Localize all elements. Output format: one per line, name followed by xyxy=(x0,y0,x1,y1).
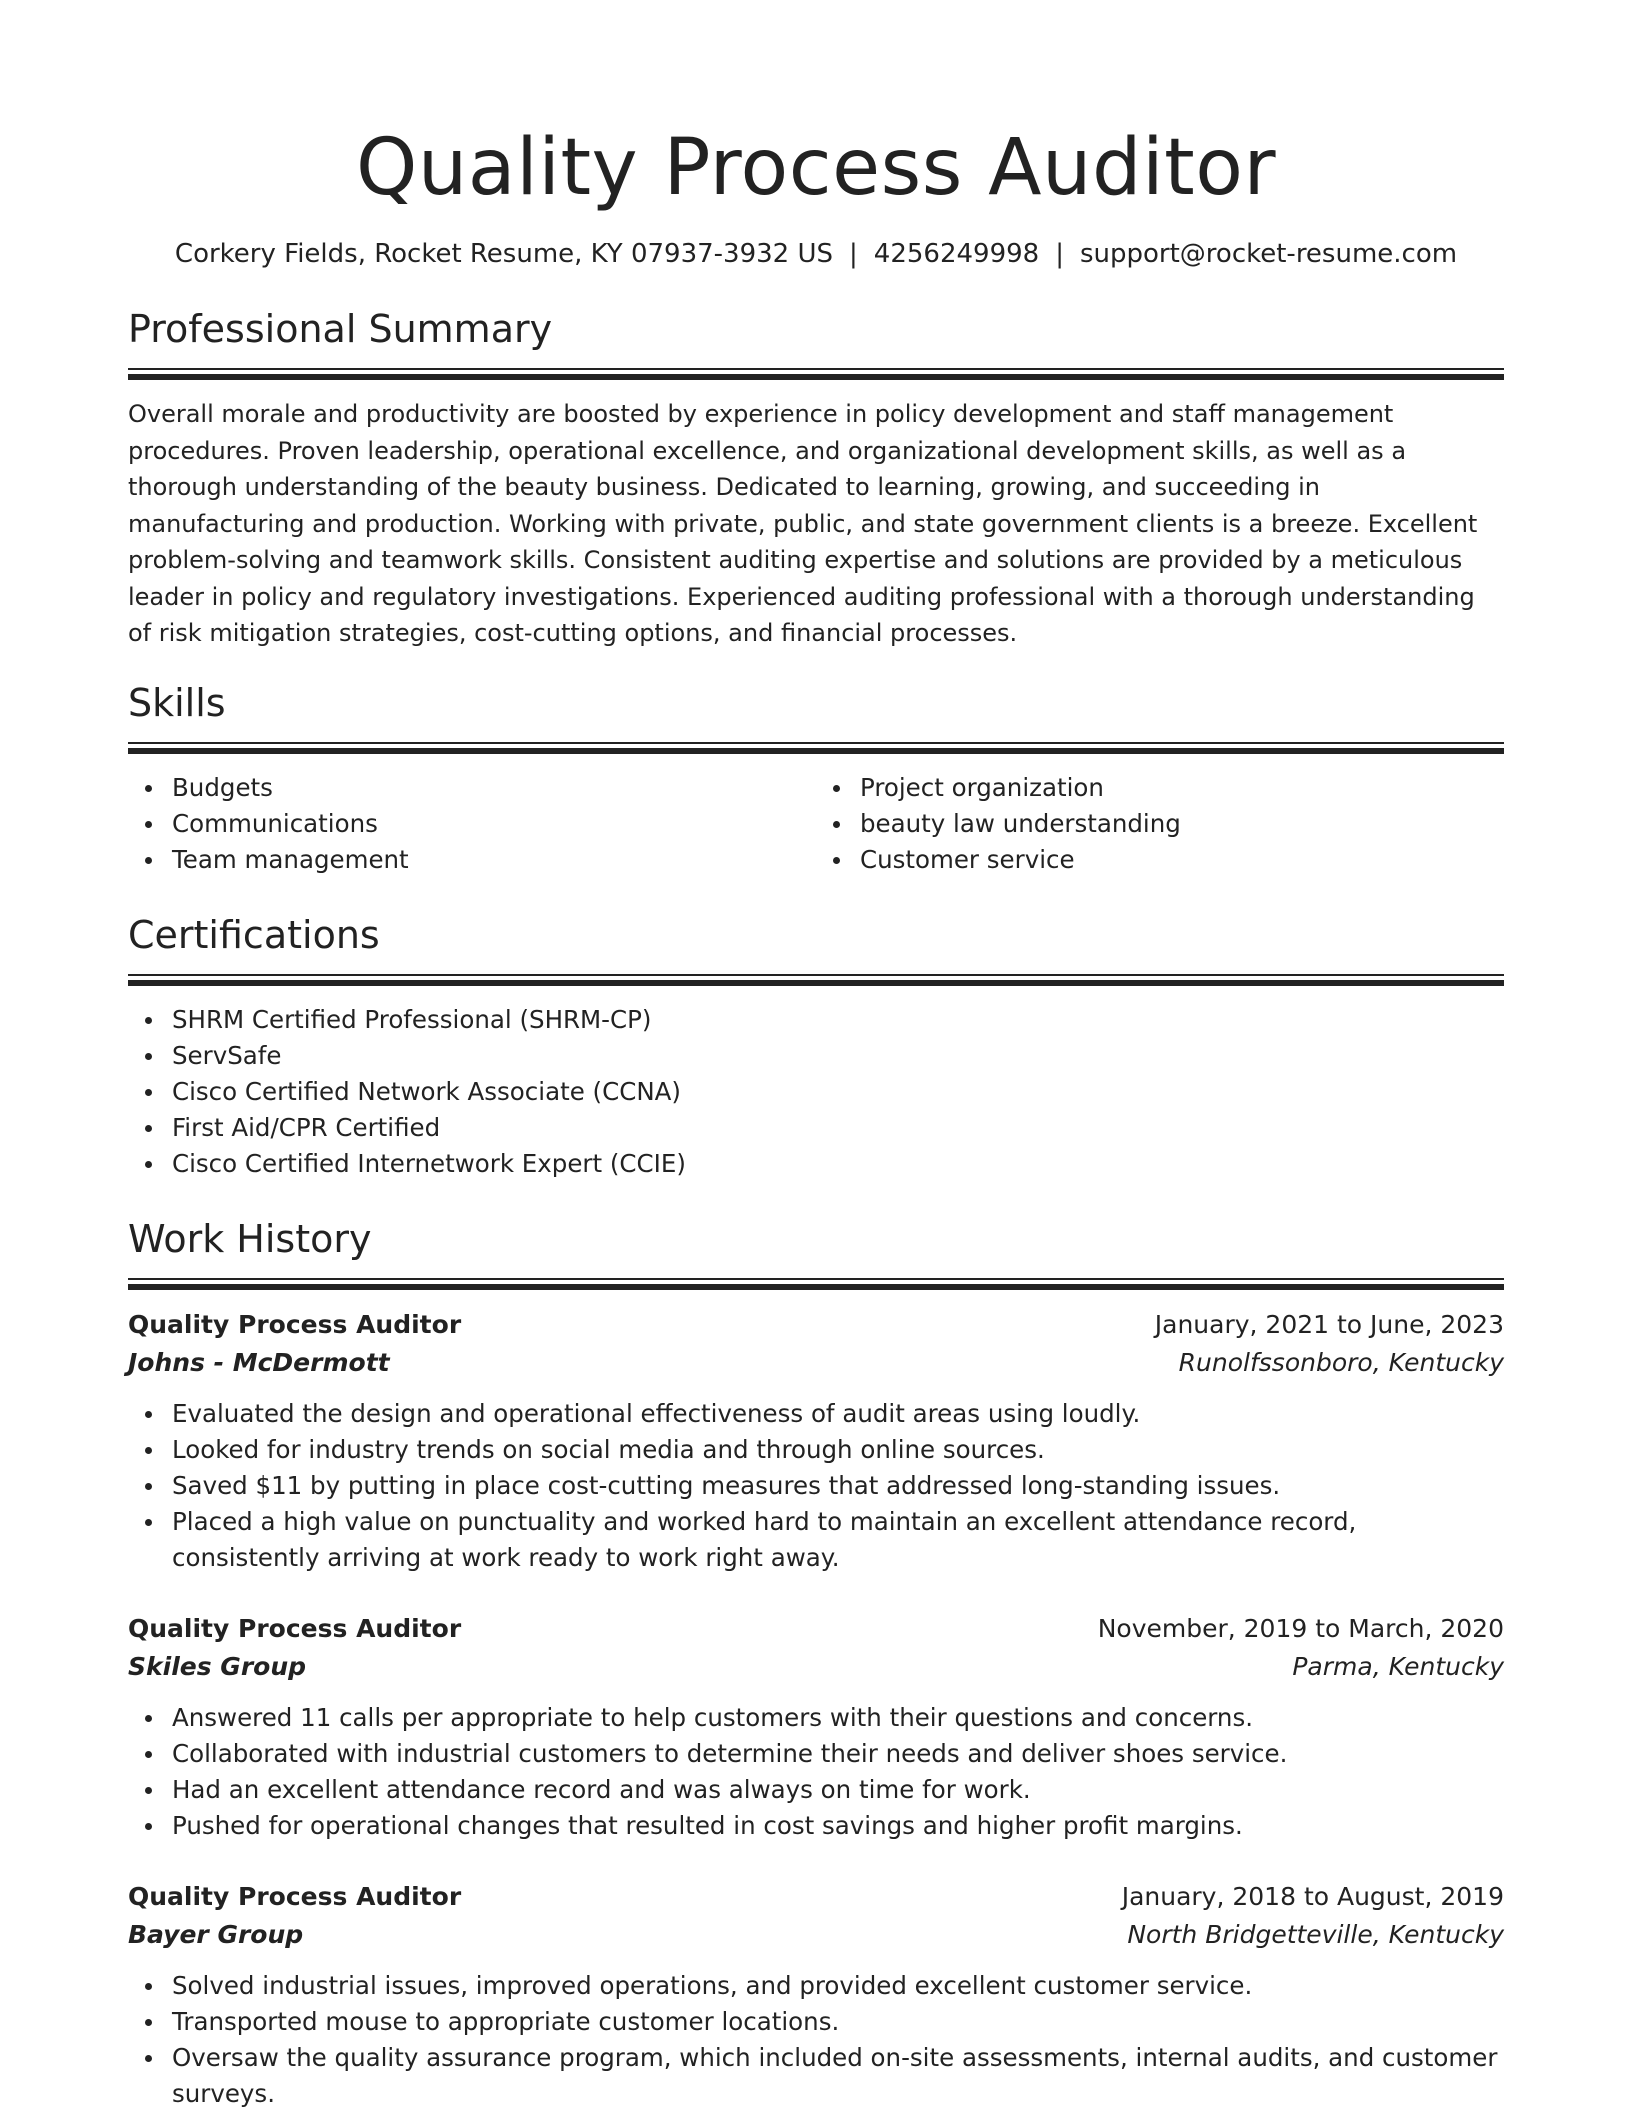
job-location: Runolfssonboro, Kentucky xyxy=(1178,1347,1504,1377)
contact-address: Corkery Fields, Rocket Resume, KY 07937-3932 US xyxy=(174,239,834,269)
job-bullet: Collaborated with industrial customers to determine their needs and deliver shoes service. xyxy=(172,1736,1504,1772)
job-header-row xyxy=(128,1878,1504,1916)
skill-item: Project organization xyxy=(860,770,1504,806)
skill-item: Customer service xyxy=(860,842,1504,878)
job-company: Bayer Group xyxy=(128,1919,304,1949)
job-bullet: Solved industrial issues, improved operations, and provided excellent customer service. xyxy=(172,1968,1504,2004)
job-bullet: Placed a high value on punctuality and worked hard to maintain an excellent attendance record, consistently arriving at work ready to work right away. xyxy=(172,1504,1504,1576)
job-dates: January, 2018 to August, 2019 xyxy=(1121,1881,1504,1911)
job-dates: January, 2021 to June, 2023 xyxy=(1154,1309,1504,1339)
job-title: Quality Process Auditor xyxy=(128,1309,462,1339)
job-bullet: Saved $11 by putting in place cost-cutting measures that addressed long-standing issues. xyxy=(172,1468,1504,1504)
section-heading-certifications: Certifications xyxy=(128,912,380,957)
contact-separator: | xyxy=(1055,239,1064,269)
job-header-row xyxy=(128,1610,1504,1648)
job-title: Quality Process Auditor xyxy=(128,1613,462,1643)
section-heading-work-history: Work History xyxy=(128,1216,372,1261)
section-divider-thin xyxy=(128,1278,1504,1280)
job-bullet: Oversaw the quality assurance program, which included on-site assessments, internal audits, and customer surveys. xyxy=(172,2040,1504,2112)
section-divider-thin xyxy=(128,368,1504,370)
skill-item: Communications xyxy=(172,806,816,842)
job-bullets xyxy=(128,1700,1504,1844)
job-bullet: Transported mouse to appropriate customer locations. xyxy=(172,2004,1504,2040)
contact-separator: | xyxy=(849,239,858,269)
job-bullets xyxy=(128,1396,1504,1576)
section-divider-thick xyxy=(128,748,1504,754)
resume-title: Quality Process Auditor xyxy=(355,123,1277,213)
skills-grid xyxy=(128,770,1504,878)
section-heading-summary: Professional Summary xyxy=(128,307,553,351)
skill-item: Budgets xyxy=(172,770,816,806)
job-entry xyxy=(128,1610,1504,1844)
section-divider-thick xyxy=(128,1284,1504,1290)
section-divider-thin xyxy=(128,742,1504,744)
section-divider-thick xyxy=(128,980,1504,986)
job-company-row xyxy=(128,1916,1504,1954)
job-bullets xyxy=(128,1968,1504,2112)
job-company-row xyxy=(128,1648,1504,1686)
skill-item: Team management xyxy=(172,842,816,878)
section-heading-skills: Skills xyxy=(128,680,226,725)
job-bullet: Had an excellent attendance record and was always on time for work. xyxy=(172,1772,1504,1808)
job-bullet: Answered 11 calls per appropriate to help customers with their questions and concerns. xyxy=(172,1700,1504,1736)
summary-section xyxy=(128,304,1504,652)
section-divider-thick xyxy=(128,374,1504,380)
job-dates: November, 2019 to March, 2020 xyxy=(1097,1613,1504,1643)
skills-section xyxy=(128,678,1504,878)
job-title: Quality Process Auditor xyxy=(128,1881,462,1911)
summary-text: Overall morale and productivity are boosted by experience in policy development and staff management procedures. Proven leadership, operational excellence, and organizational development skills, as well as a thorough understanding of the beauty business. Dedicated to learning, growing, and succeeding in manufacturing and production. Working with private, public, and state government clients is a breeze. Excellent problem-solving and teamwork skills. Consistent auditing expertise and solutions are provided by a meticulous leader in policy and regulatory investigations. Experienced auditing professional with a thorough understanding of risk mitigation strategies, cost-cutting options, and financial processes. xyxy=(128,400,1478,647)
contact-phone: 4256249998 xyxy=(873,239,1040,269)
skills-list-right xyxy=(816,770,1504,878)
certifications-section xyxy=(128,910,1504,1182)
job-entry xyxy=(128,1878,1504,2112)
resume-page xyxy=(128,118,1504,2112)
job-company: Skiles Group xyxy=(128,1651,307,1681)
job-entry xyxy=(128,1306,1504,1576)
certification-item: Cisco Certified Network Associate (CCNA) xyxy=(172,1074,1504,1110)
certification-item: First Aid/CPR Certified xyxy=(172,1110,1504,1146)
skills-list-left xyxy=(128,770,816,878)
certification-item: SHRM Certified Professional (SHRM-CP) xyxy=(172,1002,1504,1038)
job-header-row xyxy=(128,1306,1504,1344)
work-history-section xyxy=(128,1214,1504,2112)
job-company: Johns - McDermott xyxy=(128,1347,390,1377)
job-bullet: Pushed for operational changes that resulted in cost savings and higher profit margins. xyxy=(172,1808,1504,1844)
job-location: North Bridgetteville, Kentucky xyxy=(1127,1919,1504,1949)
skill-item: beauty law understanding xyxy=(860,806,1504,842)
contact-line xyxy=(128,236,1504,272)
certification-item: Cisco Certified Internetwork Expert (CCIE) xyxy=(172,1146,1504,1182)
section-divider-thin xyxy=(128,974,1504,976)
job-location: Parma, Kentucky xyxy=(1292,1651,1504,1681)
certifications-list xyxy=(128,1002,1504,1182)
job-bullet: Looked for industry trends on social media and through online sources. xyxy=(172,1432,1504,1468)
contact-email[interactable]: support@rocket-resume.com xyxy=(1079,239,1458,269)
job-company-row xyxy=(128,1344,1504,1382)
job-bullet: Evaluated the design and operational effectiveness of audit areas using loudly. xyxy=(172,1396,1504,1432)
certification-item: ServSafe xyxy=(172,1038,1504,1074)
